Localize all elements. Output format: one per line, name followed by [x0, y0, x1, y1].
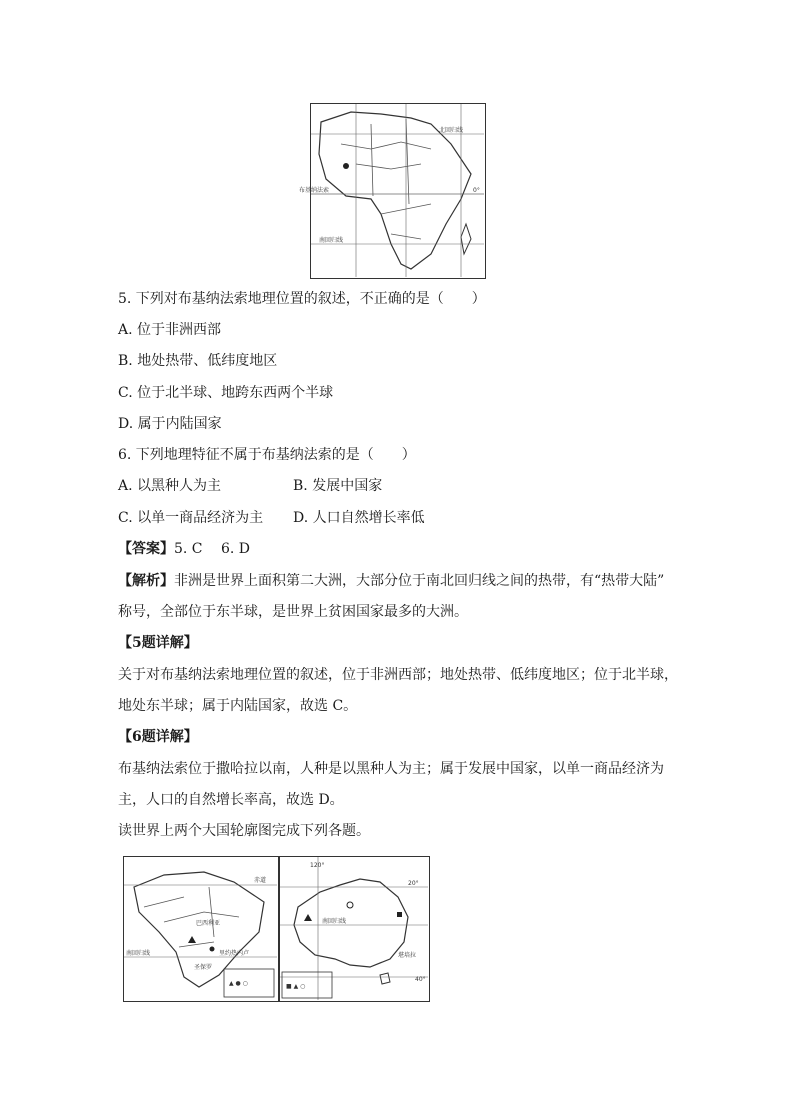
tropic-north-label: 北回归线 [439, 127, 464, 134]
australia-city-marker [347, 902, 353, 908]
tropic-south-label: 南回归线 [319, 237, 344, 244]
q5-option-c: C. 位于北半球、地跨东西两个半球 [118, 385, 334, 401]
q6-option-b: B. 发展中国家 [293, 478, 383, 494]
australia-square-marker [397, 912, 402, 917]
africa-map [299, 103, 486, 279]
detail6-heading: 【6题详解】 [118, 729, 198, 745]
canberra-label: 堪培拉 [398, 952, 417, 959]
detail6-line1: 布基纳法索位于撒哈拉以南，人种是以黑种人为主；属于发展中国家，以单一商品经济为 [118, 761, 664, 777]
q5-stem: 5. 下列对布基纳法索地理位置的叙述，不正确的是（ ） [118, 291, 486, 307]
analysis-line2: 称号，全部位于东半球，是世界上贫困国家最多的大洲。 [118, 604, 468, 620]
brazil-map [123, 856, 279, 1002]
brazil-tropic-label: 南回归线 [126, 950, 151, 957]
q5-option-a: A. 位于非洲西部 [118, 322, 222, 338]
rio-label: 里约热内卢 [219, 950, 250, 957]
q5-option-d: D. 属于内陆国家 [118, 416, 222, 432]
analysis-text1: 非洲是世界上面积第二大洲，大部分位于南北回归线之间的热带，有“热带大陆” [174, 573, 665, 589]
answer-line [118, 540, 250, 558]
answer-tag: 【答案】 [118, 541, 174, 557]
australia-legend: ■ ▲ ○ [286, 983, 306, 990]
australia-lat20-label: 20° [408, 880, 419, 887]
zero-label: 0° [473, 187, 480, 194]
sao-paulo-label: 圣保罗 [194, 964, 213, 971]
brasilia-label: 巴西利亚 [196, 920, 221, 927]
australia-lat40-label: 40° [415, 976, 426, 983]
intro-text: 读世界上两个大国轮廓图完成下列各题。 [118, 823, 370, 839]
q6-stem: 6. 下列地理特征不属于布基纳法索的是（ ） [118, 447, 416, 463]
detail5-heading: 【5题详解】 [118, 635, 198, 651]
brazil-equator-label: 赤道 [254, 877, 267, 884]
australia-lon-label: 120° [310, 862, 325, 869]
q5-option-b: B. 地处热带、低纬度地区 [118, 353, 278, 369]
brazil-city-marker [210, 947, 215, 952]
australia-triangle-marker [304, 914, 312, 921]
brazil-triangle-marker [188, 936, 196, 943]
australia-tropic-label: 南回归线 [322, 918, 347, 925]
brazil-legend: ▲ ● ○ [229, 980, 248, 987]
analysis-tag: 【解析】 [118, 573, 174, 589]
q6-option-c: C. 以单一商品经济为主 [118, 510, 264, 526]
detail6-line2: 主，人口的自然增长率高，故选 D。 [118, 792, 344, 808]
burkina-marker [343, 163, 349, 169]
analysis-line1 [118, 572, 664, 590]
africa-map-svg [299, 104, 484, 277]
australia-map [279, 856, 430, 1002]
answer-text: 5. C 6. D [174, 541, 251, 557]
detail5-line2: 地处东半球；属于内陆国家，故选 C。 [118, 698, 358, 714]
burkina-label: 布基纳法索 [299, 187, 330, 194]
q6-option-d: D. 人口自然增长率低 [293, 510, 425, 526]
brazil-map-svg [124, 857, 277, 1000]
australia-map-svg [280, 857, 428, 1000]
q6-option-a: A. 以黑种人为主 [118, 478, 222, 494]
detail5-line1: 关于对布基纳法索地理位置的叙述，位于非洲西部；地处热带、低纬度地区；位于北半球， [118, 667, 678, 683]
